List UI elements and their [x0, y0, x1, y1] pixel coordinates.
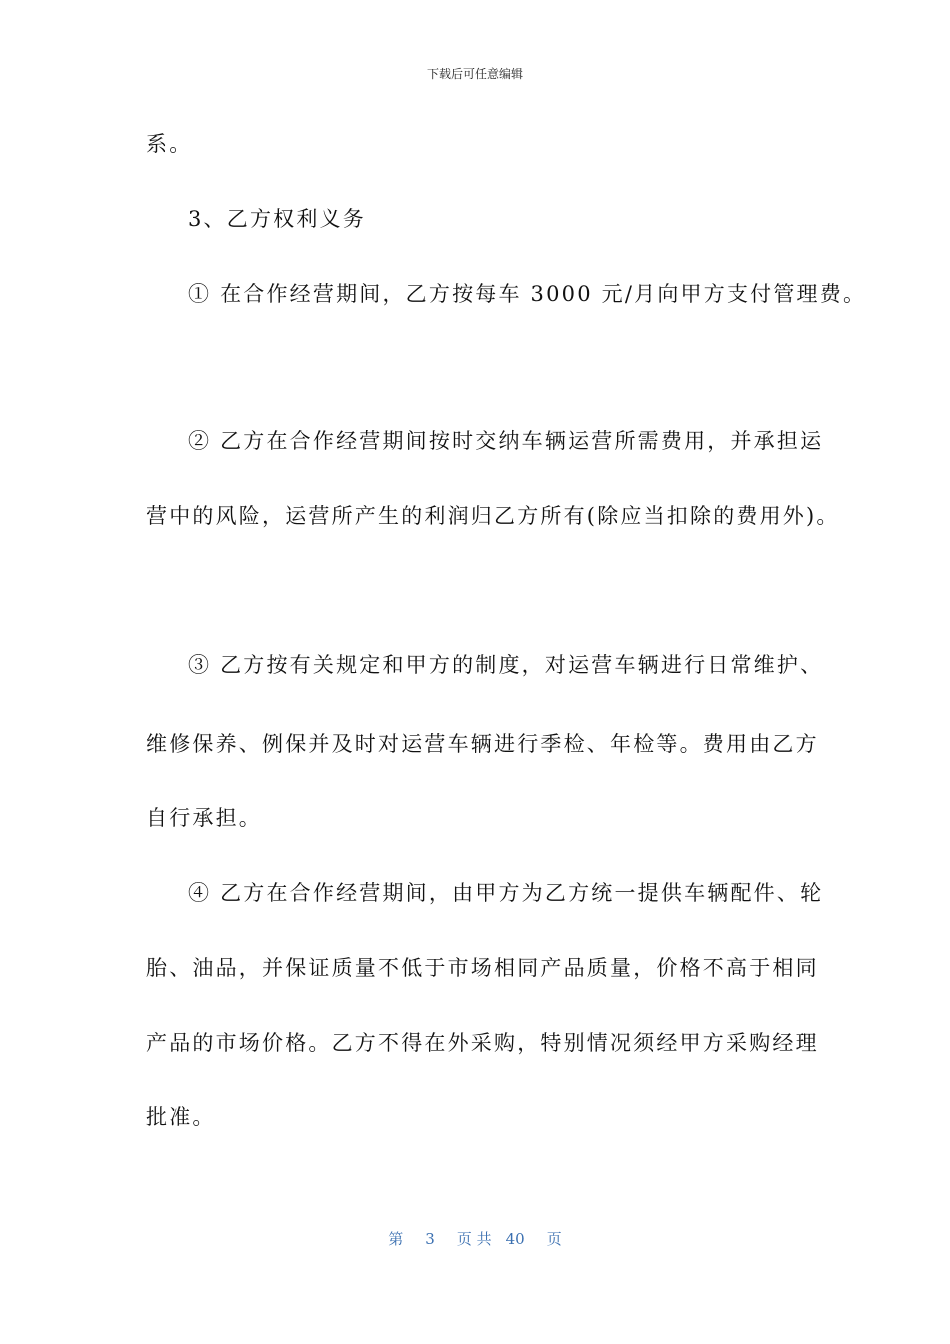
clause-2-line-2: 营中的风险，运营所产生的利润归乙方所有(除应当扣除的费用外)。 — [146, 504, 840, 528]
clause-4-line-4: 批准。 — [146, 1105, 216, 1129]
clause-3-line-2: 维修保养、例保并及时对运营车辆进行季检、年检等。费用由乙方 — [146, 732, 819, 756]
clause-2-line-1: ② 乙方在合作经营期间按时交纳车辆运营所需费用，并承担运 — [188, 429, 824, 453]
footer-total-pages: 40 — [505, 1230, 525, 1248]
footer-middle: 页 共 — [456, 1230, 492, 1248]
footer-prefix: 第 — [388, 1230, 404, 1248]
clause-4-line-1: ④ 乙方在合作经营期间，由甲方为乙方统一提供车辆配件、轮 — [188, 881, 824, 905]
footer-suffix: 页 — [546, 1230, 562, 1248]
page-footer — [0, 1229, 950, 1249]
footer-current-page: 3 — [425, 1230, 435, 1248]
clause-4-line-3: 产品的市场价格。乙方不得在外采购，特别情况须经甲方采购经理 — [146, 1031, 819, 1055]
clause-3-line-3: 自行承担。 — [146, 806, 262, 830]
clause-4-line-2: 胎、油品，并保证质量不低于市场相同产品质量，价格不高于相同 — [146, 956, 819, 980]
body-line-1: 系。 — [146, 132, 193, 156]
page-header: 下载后可任意编辑 — [426, 67, 523, 81]
clause-1: ① 在合作经营期间，乙方按每车 3000 元/月向甲方支付管理费。 — [188, 282, 867, 306]
section-heading: 3、乙方权利义务 — [188, 207, 366, 231]
clause-3-line-1: ③ 乙方按有关规定和甲方的制度，对运营车辆进行日常维护、 — [188, 653, 824, 677]
